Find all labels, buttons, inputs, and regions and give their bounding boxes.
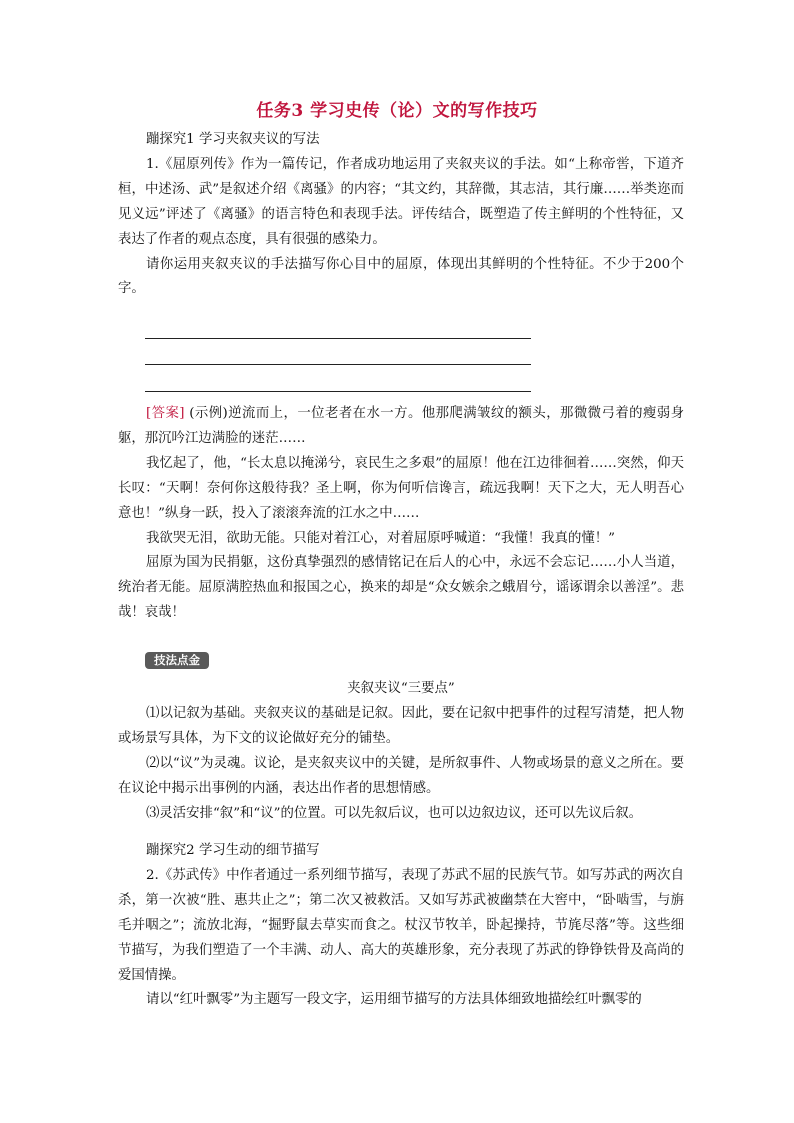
explore1-heading: 蹦探究1 学习夹叙夹议的写法	[146, 132, 320, 147]
explore2-heading: 蹦探究2 学习生动的细节描写	[146, 843, 320, 858]
explore2-prompt: 请以“红叶飘零”为主题写一段文字，运用细节描写的方法具体细致地描绘红叶飘零的	[146, 992, 642, 1008]
answer-label: [答案]	[146, 406, 185, 421]
technique-badge: 技法点金	[145, 652, 209, 669]
tip-1: ⑴以记叙为基础。夹叙夹议的基础是记叙。因此，要在记叙中把事件的过程写清楚，把人物或场景写具体，为下文的议论做好充分的铺垫。	[118, 705, 684, 746]
tips-heading: 夹叙夹议“三要点”	[347, 681, 455, 696]
explore1-section	[118, 128, 684, 302]
answer-paragraph-4: 屈原为国为民捐躯，这份真挚强烈的感情铭记在后人的心中，永远不会忘记……小人当道，统治者无能。屈原满腔热血和报国之心，换来的却是“众女嫉余之蛾眉兮，谣诼谓余以善淫”。悲哉！哀哉！	[118, 555, 684, 621]
answer-line-2	[145, 364, 531, 365]
document-title: 任务3 学习史传（论）文的写作技巧	[256, 101, 538, 121]
tip-3: ⑶灵活安排“叙”和“议”的位置。可以先叙后议，也可以边叙边议，还可以先议后叙。	[146, 805, 643, 821]
answer-paragraph-1: [答案] (示例)逆流而上，一位老者在水一方。他那爬满皱纹的额头，那微微弓着的瘦弱身躯，那沉吟江边满脸的迷茫……	[118, 406, 685, 446]
answer-paragraph-2: 我忆起了，他，“长太息以掩涕兮，哀民生之多艰”的屈原！他在江边徘徊着……突然，仰天长叹：“天啊！奈何你这般待我？圣上啊，你为何听信谗言，疏远我啊！天下之大，无人明吾心意也！”纵身一跃，投入了滚滚奔流的江水之中……	[118, 455, 684, 521]
tip-2: ⑵以“议”为灵魂。议论，是夹叙夹议中的关键，是所叙事件、人物或场景的意义之所在。要在议论中揭示出事例的内涵，表达出作者的思想情感。	[118, 755, 684, 796]
explore2-paragraph: 2.《苏武传》中作者通过一系列细节描写，表现了苏武不屈的民族气节。如写苏武的两次自杀，第一次被“胜、惠共止之”；第二次又被救活。又如写苏武被幽禁在大窖中，“卧啮雪，与旃毛并咽之”；流放北海，“掘野鼠去草实而食之。杖汉节牧羊，卧起操持，节旄尽落”等。这些细节描写，为我们塑造了一个丰满、动人、高大的英雄形象，充分表现了苏武的铮铮铁骨及高尚的爱国情操。	[118, 867, 684, 983]
answer-line-1	[145, 338, 531, 339]
explore2-section	[118, 839, 684, 1013]
explore1-prompt: 请你运用夹叙夹议的手法描写你心目中的屈原，体现出其鲜明的个性特征。不少于200个字。	[118, 256, 684, 297]
tips-section	[118, 677, 684, 826]
explore1-paragraph: 1.《屈原列传》作为一篇传记，作者成功地运用了夹叙夹议的手法。如“上称帝喾，下道齐桓，中述汤、武”是叙述介绍《离骚》的内容；“其文约，其辞微，其志洁，其行廉……举类迩而见义远”评述了《离骚》的语言特色和表现手法。评传结合，既塑造了传主鲜明的个性特征，又表达了作者的观点态度，具有很强的感染力。	[118, 156, 684, 247]
answer-line-3	[145, 391, 531, 392]
answer-paragraph-3: 我欲哭无泪，欲助无能。只能对着江心，对着屈原呼喊道：“我懂！我真的懂！”	[146, 530, 615, 546]
answer-section	[118, 402, 684, 626]
